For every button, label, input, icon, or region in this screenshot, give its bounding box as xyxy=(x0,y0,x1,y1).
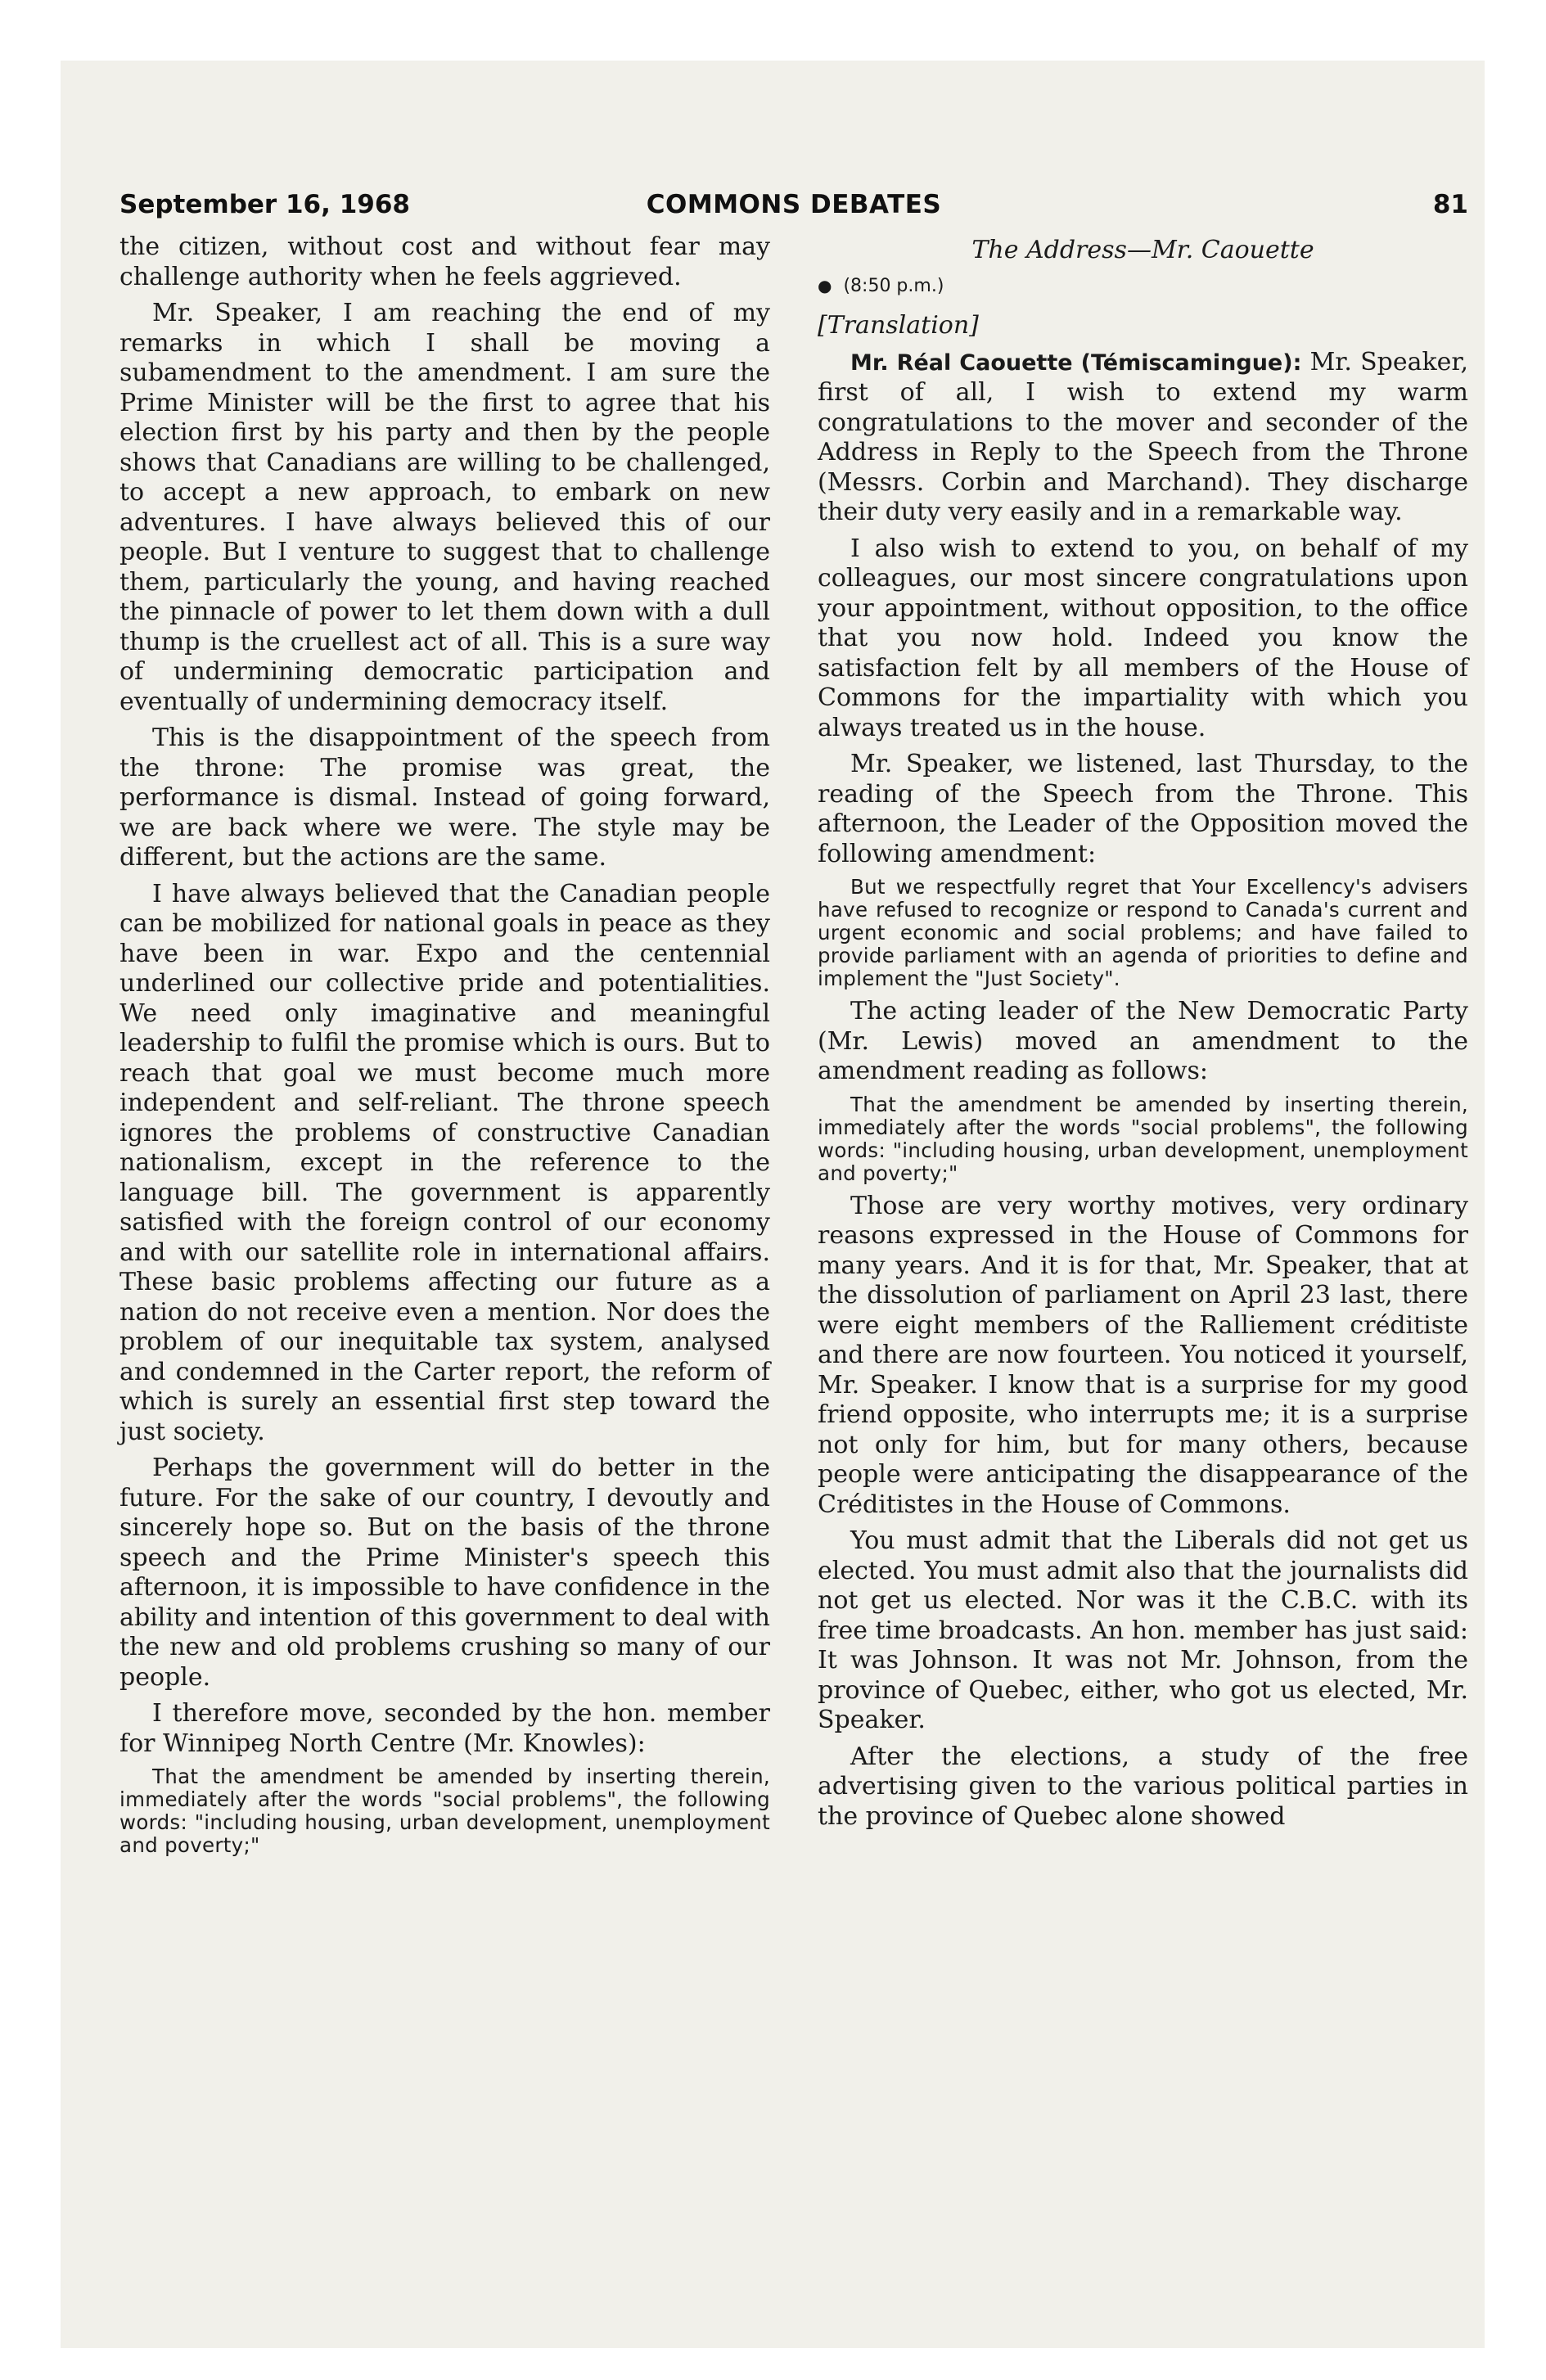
page-scan xyxy=(61,61,1485,2348)
paragraph: Mr. Speaker, I am reaching the end of my remarks in which I shall be moving a subamendment to the amendment. I am sure the Prime Minister will be the first to agree that his election first by his party and then by the people shows that Canadians are willing to be challenged, to accept a new approach, to embark on new adventures. I have always believed this of our people. But I venture to suggest that to challenge them, particularly the young, and having reached the pinnacle of power to let them down with a dull thump is the cruellest act of all. This is a sure way of undermining democratic participation and eventually of undermining democracy itself. xyxy=(119,299,770,716)
page-number: 81 xyxy=(1432,190,1468,219)
paragraph: I also wish to extend to you, on behalf of my colleagues, our most sincere congratulations upon your appointment, without opposition, to the office that you now hold. Indeed you know the satisfaction felt by all members of the House of Commons for the impartiality with which you always treated us in the house. xyxy=(818,534,1468,742)
translation-label: [Translation] xyxy=(818,311,979,340)
speaker-name: Mr. Réal Caouette (Témiscamingue): xyxy=(850,349,1302,376)
paragraph: This is the disappointment of the speech from the throne: The promise was great, the performance is dismal. Instead of going forward, we are back where we were. The style may be different, but the actions are the same. xyxy=(119,723,770,872)
paragraph xyxy=(818,348,1468,528)
paragraph: I have always believed that the Canadian people can be mobilized for national goals in peace as they have been in war. Expo and the centennial underlined our collective pride and potentialities. We need only imaginative and meaningful leadership to fulfil the promise which is ours. But to reach that goal we must become much more independent and self-reliant. The throne speech ignores the problems of constructive Canadian nationalism, except in the reference to the language bill. The government is apparently satisfied with the foreign control of our economy and with our satellite role in international affairs. These basic problems affecting our future as a nation do not receive even a mention. Nor does the problem of our inequitable tax system, analysed and condemned in the Carter report, the reform of which is surely an essential first step toward the just society. xyxy=(119,879,770,1446)
paragraph: You must admit that the Liberals did not get us elected. You must admit also that the journalists did not get us elected. Nor was it the C.B.C. with its free time broadcasts. An hon. member has just said: It was Johnson. It was not Mr. Johnson, from the province of Quebec, either, who got us elected, Mr. Speaker. xyxy=(818,1526,1468,1734)
paragraph: Perhaps the government will do better in the future. For the sake of our country, I devoutly and sincerely hope so. But on the basis of the throne speech and the Prime Minister's speech this afternoon, it is impossible to have confidence in the ability and intention of this government to deal with the new and old problems crushing so many of our people. xyxy=(119,1454,770,1692)
bullet-icon: ● xyxy=(818,275,832,295)
document-page xyxy=(119,190,1468,1857)
speech-text: Mr. Speaker, first of all, I wish to extend my warm congratulations to the mover and seconder of the Address in Reply to the Speech from the Throne (Messrs. Corbin and Marchand). They discharge their duty very easily and in a remarkable way. xyxy=(818,347,1468,526)
running-header xyxy=(119,190,1468,229)
subamendment-quote: That the amendment be amended by inserting therein, immediately after the words "social problems", the following words: "including housing, urban development, unemployment and poverty;" xyxy=(119,1765,770,1857)
time-stamp: (8:50 p.m.) xyxy=(843,275,944,296)
paragraph: the citizen, without cost and without fear may challenge authority when he feels aggrieved. xyxy=(119,232,770,291)
left-column xyxy=(119,232,770,1864)
section-heading: The Address—Mr. Caouette xyxy=(971,236,1314,264)
paragraph: Mr. Speaker, we listened, last Thursday, to the reading of the Speech from the Throne. This afternoon, the Leader of the Opposition moved the following amendment: xyxy=(818,750,1468,868)
paragraph: I therefore move, seconded by the hon. member for Winnipeg North Centre (Mr. Knowles): xyxy=(119,1699,770,1758)
right-column xyxy=(818,232,1468,1838)
paragraph: Those are very worthy motives, very ordinary reasons expressed in the House of Commons for many years. And it is for that, Mr. Speaker, that at the dissolution of parliament on April 23 last, there were eight members of the Ralliement créditiste and there are now fourteen. You noticed it yourself, Mr. Speaker. I know that is a surprise for my good friend opposite, who interrupts me; it is a surprise not only for him, but for many others, because people were anticipating the disappearance of the Créditistes in the House of Commons. xyxy=(818,1191,1468,1519)
paragraph: The acting leader of the New Democratic Party (Mr. Lewis) moved an amendment to the amendment reading as follows: xyxy=(818,997,1468,1085)
paragraph: After the elections, a study of the free advertising given to the various political parties in the province of Quebec alone showed xyxy=(818,1742,1468,1831)
amendment-quote: That the amendment be amended by inserting therein, immediately after the words "social problems", the following words: "including housing, urban development, unemployment and poverty;" xyxy=(818,1092,1468,1185)
header-title: COMMONS DEBATES xyxy=(646,190,942,219)
header-date: September 16, 1968 xyxy=(119,190,410,219)
time-marker xyxy=(818,271,1468,302)
amendment-quote: But we respectfully regret that Your Excellency's advisers have refused to recognize or respond to Canada's current and urgent economic and social problems; and have failed to provide parliament with an agenda of priorities to define and implement the "Just Society". xyxy=(818,875,1468,990)
